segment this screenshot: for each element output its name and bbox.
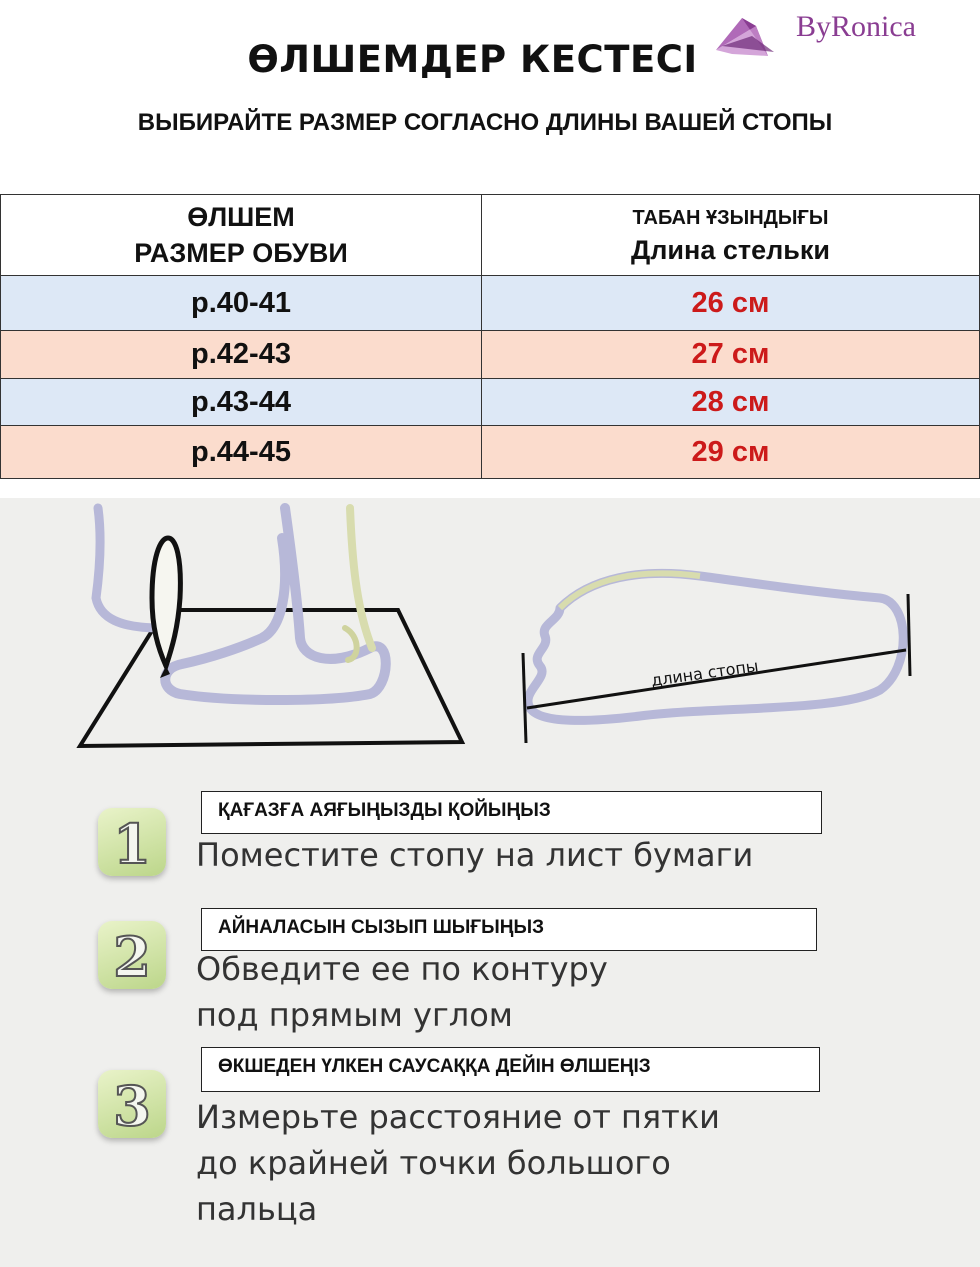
- table-row: [1, 426, 980, 479]
- length-cell: 26 см: [482, 276, 980, 331]
- step-3-kz-box: ӨКШЕДЕН ҮЛКЕН САУСАҚҚА ДЕЙІН ӨЛШЕҢІЗ: [201, 1047, 820, 1092]
- page-subtitle: ВЫБИРАЙТЕ РАЗМЕР СОГЛАСНО ДЛИНЫ ВАШЕЙ СТОПЫ: [137, 109, 833, 136]
- table-row: [1, 379, 980, 426]
- step-2-ru-line2: под прямым углом: [196, 996, 513, 1034]
- size-cell: р.40-41: [1, 276, 482, 331]
- instruction-panel: [0, 498, 980, 1267]
- table-header-row: [1, 195, 980, 276]
- header-size-ru: РАЗМЕР ОБУВИ: [134, 238, 348, 268]
- step-2-kz-box: АЙНАЛАСЫН СЫЗЫП ШЫҒЫҢЫЗ: [201, 908, 817, 951]
- brand-logo-icon: [712, 6, 792, 66]
- size-cell: р.43-44: [1, 379, 482, 426]
- size-cell: р.44-45: [1, 426, 482, 479]
- step-3-ru-line3: пальца: [196, 1190, 318, 1228]
- step-2-number: 2: [113, 925, 151, 989]
- step-1-ru-line1: Поместите стопу на лист бумаги: [196, 836, 754, 874]
- header-size-kz: ӨЛШЕМ: [187, 202, 295, 232]
- length-cell: 28 см: [482, 379, 980, 426]
- step-3-ru-line1: Измерьте расстояние от пятки: [196, 1098, 720, 1136]
- step-1-badge: [98, 808, 166, 876]
- length-cell: 27 см: [482, 331, 980, 379]
- pen-icon: [152, 538, 180, 666]
- size-cell: р.42-43: [1, 331, 482, 379]
- step-3-number: 3: [113, 1074, 151, 1138]
- foot-length-label: длина стопы: [649, 656, 760, 690]
- step-1-kz-box: ҚАҒАЗҒА АЯҒЫҢЫЗДЫ ҚОЙЫҢЫЗ: [201, 791, 822, 834]
- page-title: ӨЛШЕМДЕР КЕСТЕСІ: [247, 38, 698, 81]
- step-3-ru-line2: до крайней точки большого: [196, 1144, 671, 1182]
- brand-name: ByRonica: [796, 10, 916, 43]
- header-length-ru: Длина стельки: [631, 235, 830, 265]
- table-row: [1, 276, 980, 331]
- step-2-ru-line1: Обведите ее по контуру: [196, 950, 608, 988]
- header-length-kz: ТАБАН ҰЗЫНДЫҒЫ: [632, 207, 829, 229]
- header-length: [482, 195, 980, 276]
- length-cell: 29 см: [482, 426, 980, 479]
- step-2-badge: [98, 921, 166, 989]
- size-table: [0, 194, 980, 479]
- table-row: [1, 331, 980, 379]
- step-3-badge: [98, 1070, 166, 1138]
- step-1-number: 1: [113, 812, 151, 876]
- header-size: [1, 195, 482, 276]
